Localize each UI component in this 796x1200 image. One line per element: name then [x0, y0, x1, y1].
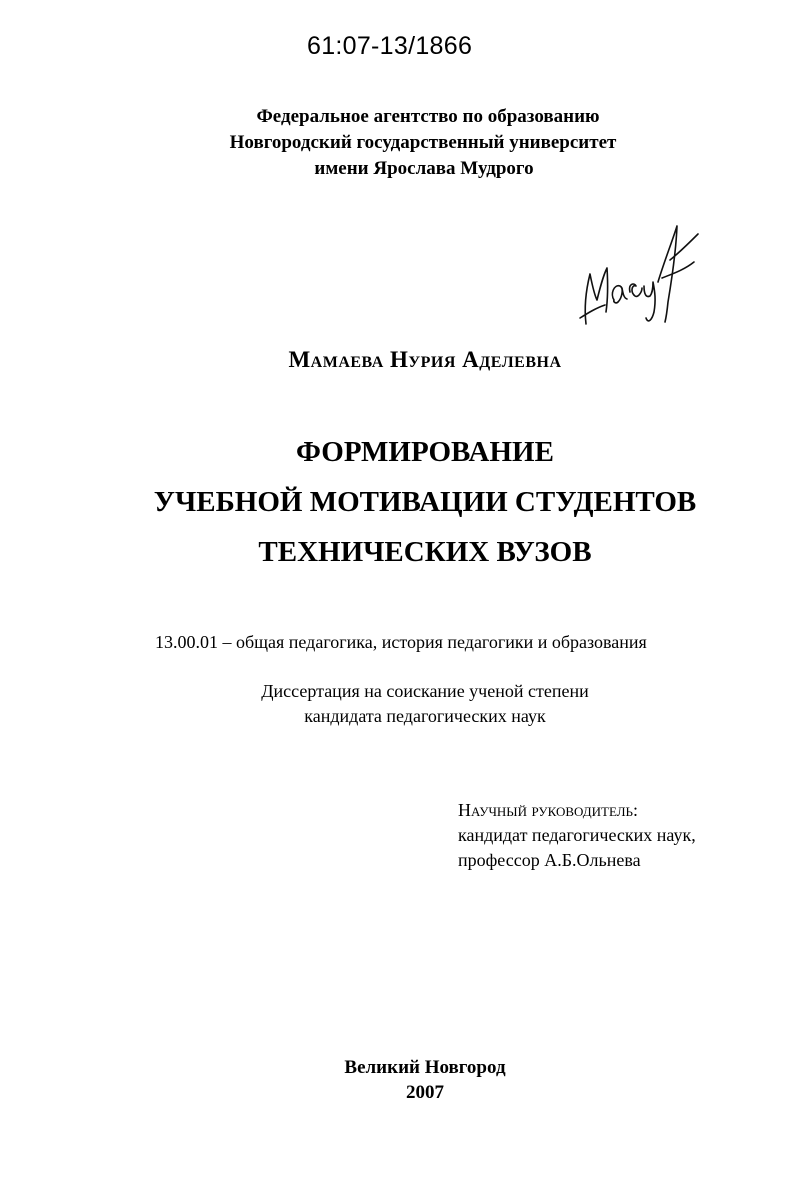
catalog-number: 61:07-13/1866: [307, 32, 473, 60]
degree-statement: [0, 679, 796, 729]
place-and-year: [0, 1055, 796, 1105]
organization-agency: Федеральное агентство по образованию: [256, 106, 600, 127]
dissertation-title: [0, 427, 796, 577]
title-line-2: УЧЕБНОЙ МОТИВАЦИИ СТУДЕНТОВ: [153, 486, 697, 518]
city: Великий Новгород: [344, 1057, 506, 1078]
supervisor-heading: Научный руководитель:: [458, 800, 639, 820]
supervisor-degree: кандидат педагогических наук,: [458, 825, 696, 845]
specialty-code: 13.00.01 – общая педагогика, история педагогики и образования: [155, 632, 647, 652]
year: 2007: [406, 1082, 444, 1103]
title-line-1: ФОРМИРОВАНИЕ: [296, 436, 554, 468]
organization-university: Новгородский государственный университет: [229, 132, 617, 153]
supervisor-name: профессор А.Б.Ольнева: [458, 850, 641, 870]
organization-block: [0, 104, 796, 182]
author-name: Мамаева Нурия Аделевна: [288, 347, 562, 372]
supervisor-block: [458, 798, 696, 873]
degree-line-1: Диссертация на соискание ученой степени: [261, 681, 589, 701]
title-line-3: ТЕХНИЧЕСКИХ ВУЗОВ: [258, 536, 592, 568]
degree-line-2: кандидата педагогических наук: [304, 706, 546, 726]
organization-university-name: имени Ярослава Мудрого: [314, 158, 534, 179]
handwritten-signature: [572, 212, 707, 347]
